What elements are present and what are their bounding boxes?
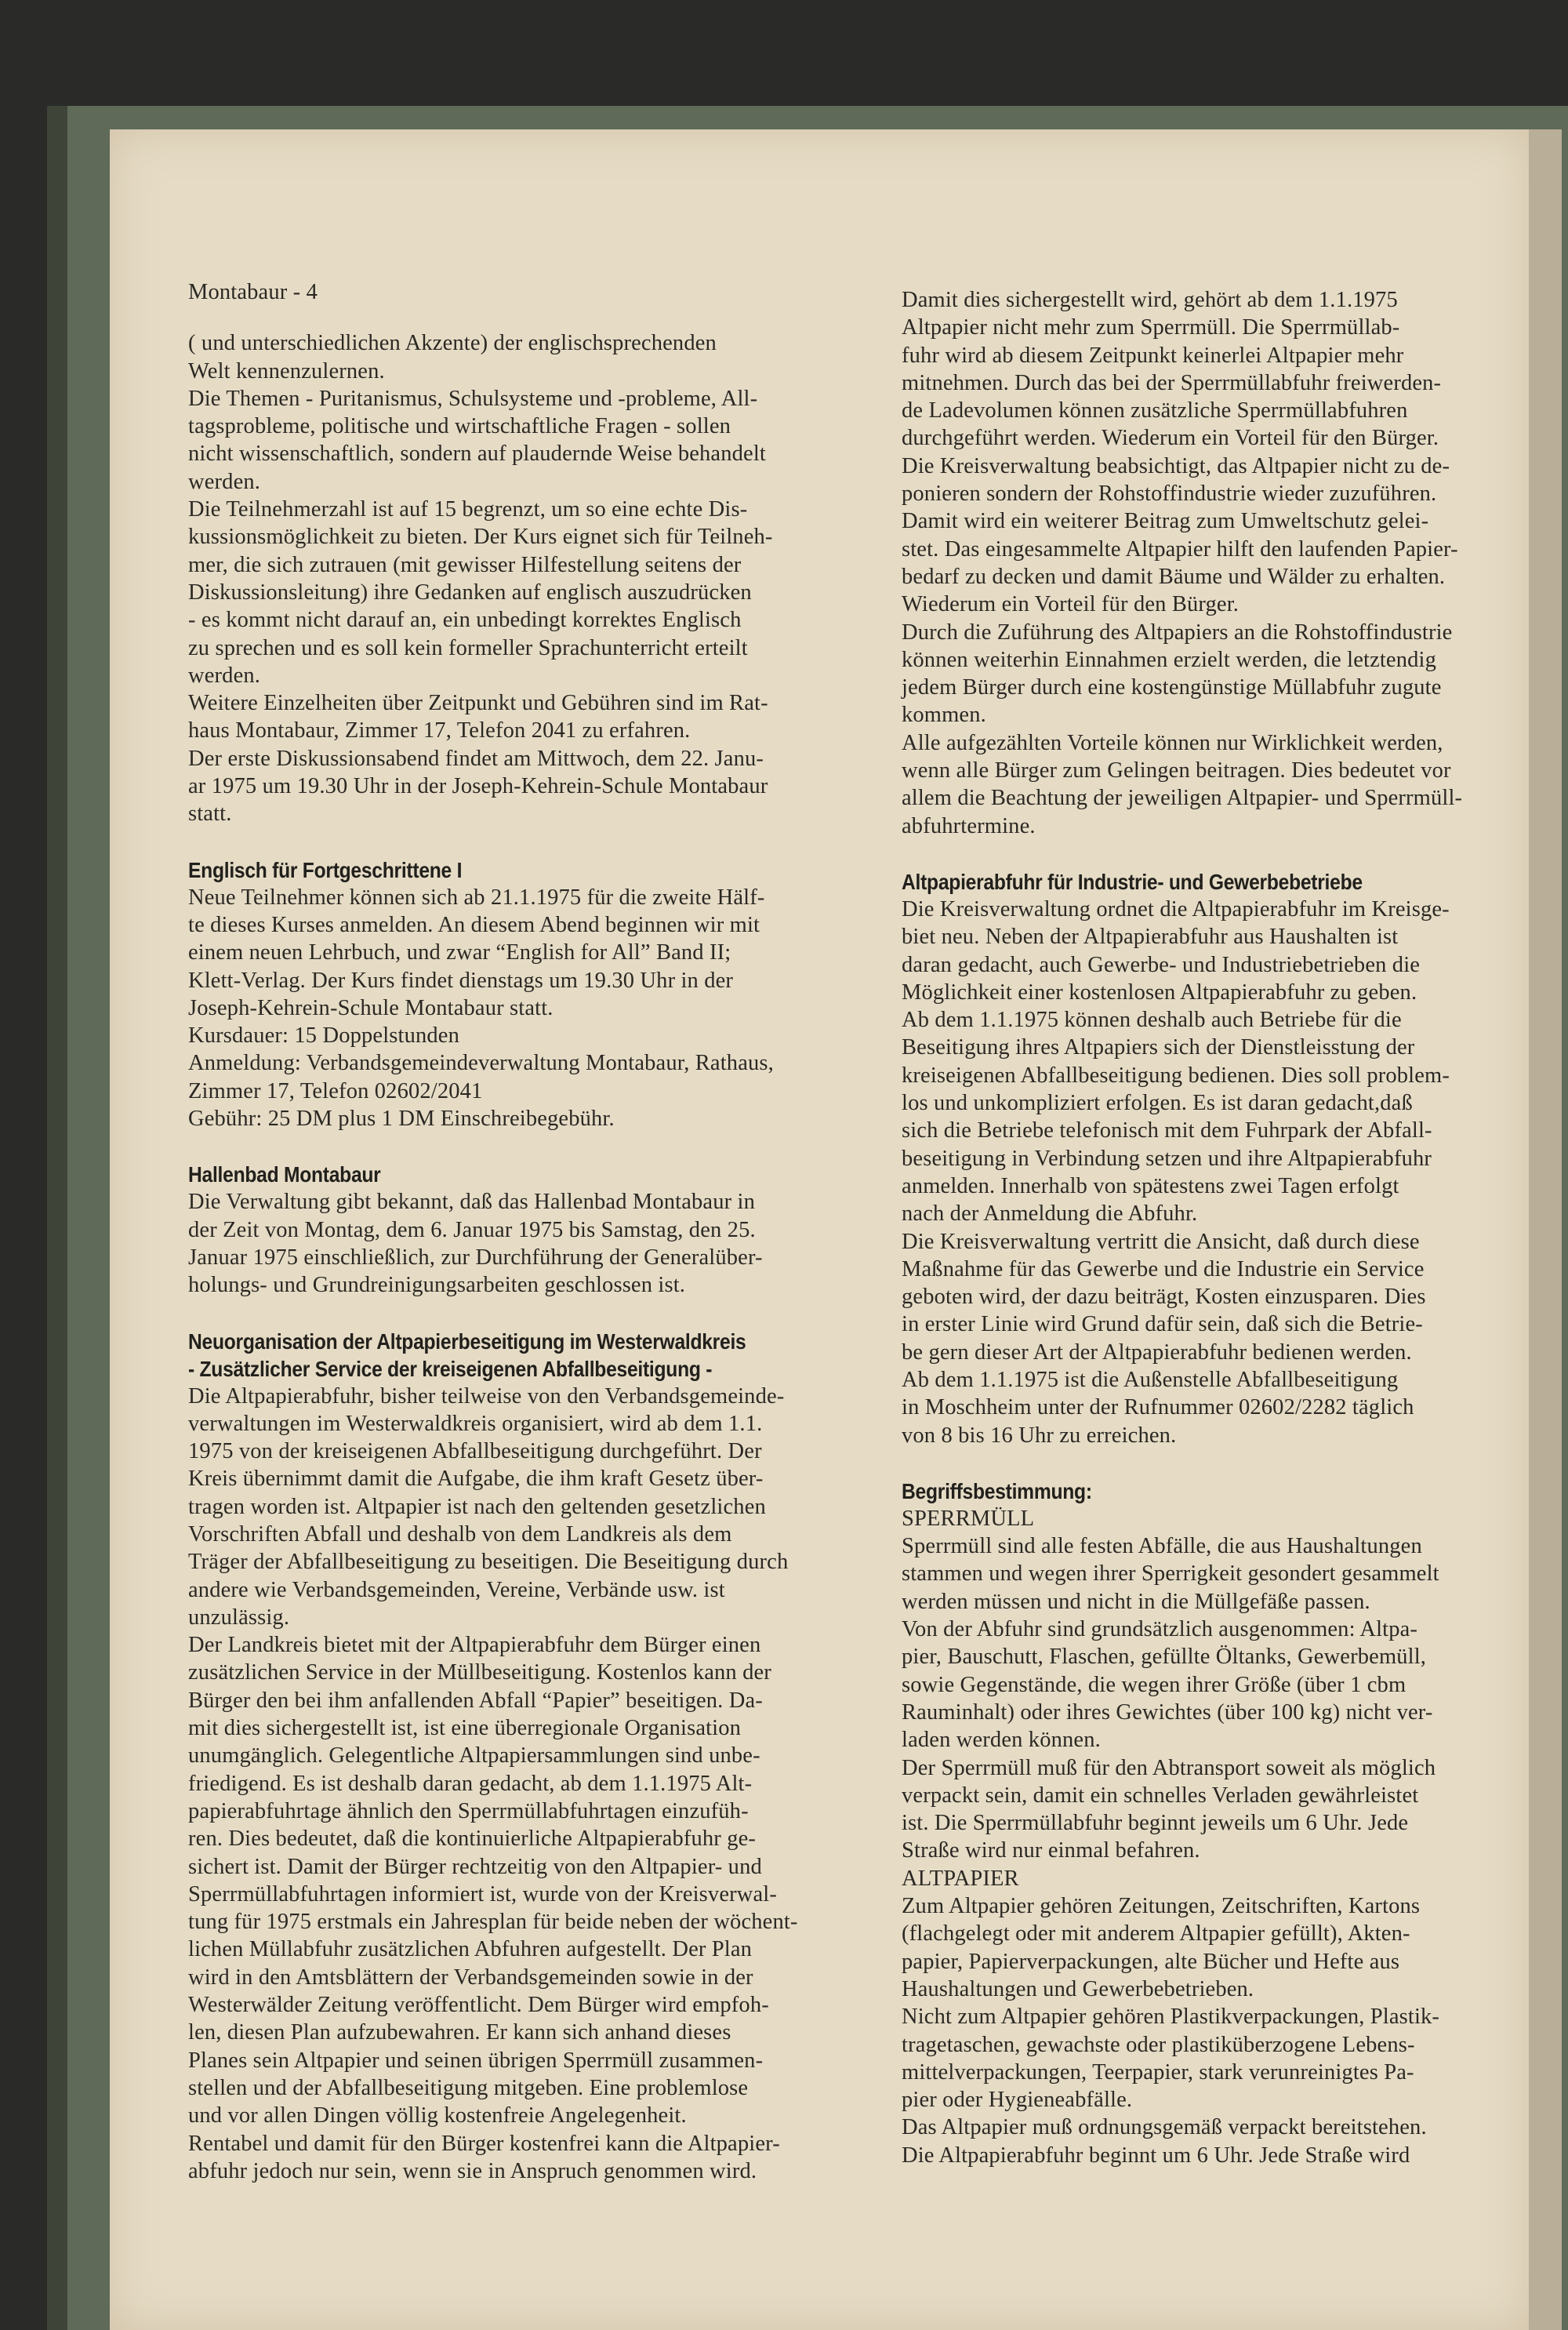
text-line: pier, Bauschutt, Flaschen, gefüllte Öltanks, Gewerbemüll,	[902, 1645, 1427, 1670]
text-line: beseitigung in Verbindung setzen und ihre Altpapierabfuhr	[902, 1146, 1432, 1171]
text-line: laden werden können.	[902, 1728, 1101, 1753]
text-line: bedarf zu decken und damit Bäume und Wälder zu erhalten.	[902, 564, 1446, 589]
text-line: Januar 1975 einschließlich, zur Durchführung der Generalüber-	[188, 1245, 763, 1270]
text-line: Anmeldung: Verbandsgemeindeverwaltung Montabaur, Rathaus,	[188, 1051, 774, 1076]
text-line: Rauminhalt) oder ihres Gewichtes (über 100 kg) nicht ver-	[902, 1699, 1433, 1725]
text-line: Die Teilnehmerzahl ist auf 15 begrenzt, um so eine echte Dis-	[188, 497, 748, 522]
text-line: stellen und der Abfallbeseitigung mitgeben. Eine problemlose	[188, 2075, 749, 2100]
text-line: Haushaltungen und Gewerbebetrieben.	[902, 1976, 1254, 2001]
text-line: und vor allen Dingen völlig kostenfreie Angelegenheit.	[188, 2103, 687, 2128]
text-line: statt.	[188, 802, 232, 827]
text-line: tragen worden ist. Altpapier ist nach den geltenden gesetzlichen	[188, 1494, 766, 1519]
text-line: verwaltungen im Westerwaldkreis organisiert, wird ab dem 1.1.	[188, 1411, 763, 1436]
section-subheading: - Zusätzlicher Service der kreiseigenen Abfallbeseitigung -	[188, 1356, 713, 1381]
text-line: verpackt sein, damit ein schnelles Verladen gewährleistet	[902, 1783, 1419, 1808]
text-line: Beseitigung ihres Altpapiers sich der Dienstleisstung der	[902, 1035, 1415, 1060]
text-line: Wiederum ein Vorteil für den Bürger.	[902, 592, 1240, 617]
text-line: ren. Dies bedeutet, daß die kontinuierliche Altpapierabfuhr ge-	[188, 1827, 757, 1852]
text-line: Von der Abfuhr sind grundsätzlich ausgenommen: Altpa-	[902, 1617, 1418, 1642]
text-line: Träger der Abfallbeseitigung zu beseitigen. Die Beseitigung durch	[188, 1550, 789, 1575]
section-heading: Hallenbad Montabaur	[188, 1162, 381, 1187]
text-line: von 8 bis 16 Uhr zu erreichen.	[902, 1423, 1177, 1448]
neuorganisation-section	[188, 1328, 839, 2186]
text-line: Kursdauer: 15 Doppelstunden	[188, 1023, 459, 1049]
text-line: Klett-Verlag. Der Kurs findet dienstags um 19.30 Uhr in der	[188, 968, 734, 993]
text-line: sowie Gegenstände, die wegen ihrer Größe (über 1 cbm	[902, 1672, 1406, 1697]
text-line: ( und unterschiedlichen Akzente) der englischsprechenden	[188, 331, 717, 356]
intro-section	[188, 329, 839, 827]
text-line: Planes sein Altpapier und seinen übrigen Sperrmüll zusammen-	[188, 2048, 764, 2073]
text-line: Möglichkeit einer kostenlosen Altpapierabfuhr zu geben.	[902, 980, 1417, 1005]
text-line: Zimmer 17, Telefon 02602/2041	[188, 1078, 483, 1103]
text-line: mer, die sich zutrauen (mit gewisser Hilfestellung seitens der	[188, 552, 742, 577]
text-line: Der erste Diskussionsabend findet am Mittwoch, dem 22. Janu-	[188, 746, 764, 771]
text-line: tagsprobleme, politische und wirtschaftliche Fragen - sollen	[188, 414, 731, 439]
text-line: werden müssen und nicht in die Müllgefäße passen.	[902, 1589, 1370, 1614]
text-line: allem die Beachtung der jeweiligen Altpapier- und Sperrmüll-	[902, 786, 1463, 811]
text-line: Ab dem 1.1.1975 können deshalb auch Betriebe für die	[902, 1008, 1402, 1033]
text-line: fuhr wird ab diesem Zeitpunkt keinerlei Altpapier mehr	[902, 343, 1404, 368]
subheading-sperrmuell: SPERRMÜLL	[902, 1506, 1035, 1531]
text-line: Gebühr: 25 DM plus 1 DM Einschreibegebühr.	[188, 1107, 615, 1132]
industrie-section	[902, 868, 1513, 1449]
text-line: mit dies sichergestellt ist, ist eine überregionale Organisation	[188, 1716, 742, 1741]
text-line: sich die Betriebe telefonisch mit dem Fuhrpark der Abfall-	[902, 1118, 1432, 1143]
text-line: wenn alle Bürger zum Gelingen beitragen. Dies bedeutet vor	[902, 758, 1451, 783]
text-line: Straße wird nur einmal befahren.	[902, 1838, 1200, 1863]
text-line: mitnehmen. Durch das bei der Sperrmüllabfuhr freiwerden-	[902, 370, 1442, 395]
text-line: holungs- und Grundreinigungsarbeiten geschlossen ist.	[188, 1273, 686, 1298]
text-line: nicht wissenschaftlich, sondern auf plaudernde Weise behandelt	[188, 442, 766, 467]
text-line: nach der Anmeldung die Abfuhr.	[902, 1201, 1198, 1227]
text-line: unzulässig.	[188, 1605, 290, 1630]
page-edge	[1529, 129, 1562, 2330]
text-line: Weitere Einzelheiten über Zeitpunkt und Gebühren sind im Rat-	[188, 691, 768, 716]
section-heading: Englisch für Fortgeschrittene I	[188, 857, 463, 882]
text-line: haus Montabaur, Zimmer 17, Telefon 2041 zu erfahren.	[188, 718, 691, 743]
text-line: Sperrmüllabfuhrtagen informiert ist, wurde von der Kreisverwal-	[188, 1881, 778, 1907]
text-line: andere wie Verbandsgemeinden, Vereine, Verbände usw. ist	[188, 1577, 725, 1602]
text-line: tragetaschen, gewachste oder plastiküberzogene Lebens-	[902, 2032, 1415, 2057]
text-line: Die Themen - Puritanismus, Schulsysteme und -probleme, All-	[188, 386, 758, 411]
text-line: Alle aufgezählten Vorteile können nur Wirklichkeit werden,	[902, 730, 1443, 755]
text-line: lichen Müllabfuhr zusätzlichen Abfuhren aufgestellt. Der Plan	[188, 1937, 753, 1962]
page-header: Montabaur - 4	[188, 280, 318, 304]
text-line: Westerwälder Zeitung veröffentlicht. Dem Bürger wird empfoh-	[188, 1993, 769, 2018]
text-line: können weiterhin Einnahmen erzielt werden, die letztendig	[902, 647, 1437, 672]
text-line: werden.	[188, 663, 261, 688]
text-line: Durch die Zuführung des Altpapiers an die Rohstoffindustrie	[902, 620, 1453, 645]
text-line: ar 1975 um 19.30 Uhr in der Joseph-Kehrein-Schule Montabaur	[188, 774, 768, 799]
text-line: friedigend. Es ist deshalb daran gedacht, ab dem 1.1.1975 Alt-	[188, 1771, 753, 1796]
text-line: abfuhrtermine.	[902, 813, 1036, 838]
text-line: papier, Papierverpackungen, alte Bücher und Hefte aus	[902, 1949, 1400, 1974]
text-line: durchgeführt werden. Wiederum ein Vorteil für den Bürger.	[902, 426, 1439, 451]
text-line: Joseph-Kehrein-Schule Montabaur statt.	[188, 995, 554, 1020]
text-line: abfuhr jedoch nur sein, wenn sie in Anspruch genommen wird.	[188, 2158, 757, 2183]
subheading-altpapier: ALTPAPIER	[902, 1866, 1019, 1891]
text-line: Sperrmüll sind alle festen Abfälle, die aus Haushaltungen	[902, 1534, 1422, 1559]
continuation-section	[902, 286, 1513, 840]
englisch-section	[188, 856, 839, 1133]
text-line: be gern dieser Art der Altpapierabfuhr bedienen werden.	[902, 1339, 1412, 1365]
text-line: mittelverpackungen, Teerpapier, stark verunreinigtes Pa-	[902, 2059, 1414, 2085]
text-line: Neue Teilnehmer können sich ab 21.1.1975 für die zweite Hälf-	[188, 885, 765, 910]
text-line: len, diesen Plan aufzubewahren. Er kann sich anhand dieses	[188, 2020, 731, 2045]
text-line: papierabfuhrtage ähnlich den Sperrmüllabfuhrtagen einzufüh-	[188, 1798, 749, 1823]
text-line: Rentabel und damit für den Bürger kostenfrei kann die Altpapier-	[188, 2131, 780, 2156]
text-line: de Ladevolumen können zusätzliche Sperrmüllabfuhren	[902, 398, 1408, 423]
hallenbad-section	[188, 1161, 839, 1299]
text-line: (flachgelegt oder mit anderem Altpapier gefüllt), Akten-	[902, 1921, 1410, 1947]
text-line: Altpapier nicht mehr zum Sperrmüll. Die Sperrmüllab-	[902, 315, 1400, 340]
text-line: Zum Altpapier gehören Zeitungen, Zeitschriften, Kartons	[902, 1894, 1421, 1919]
left-column	[188, 278, 839, 2185]
text-line: ist. Die Sperrmüllabfuhr beginnt jeweils um 6 Uhr. Jede	[902, 1811, 1409, 1836]
text-line: Ab dem 1.1.1975 ist die Außenstelle Abfallbeseitigung	[902, 1367, 1399, 1392]
text-line: zusätzlichen Service in der Müllbeseitigung. Kostenlos kann der	[188, 1660, 771, 1685]
text-line: kreiseigenen Abfallbeseitigung bedienen. Dies soll problem-	[902, 1063, 1450, 1088]
text-line: Der Landkreis bietet mit der Altpapierabfuhr dem Bürger einen	[188, 1633, 761, 1658]
text-line: daran gedacht, auch Gewerbe- und Industriebetrieben die	[902, 952, 1421, 977]
binder-spine	[47, 106, 67, 2330]
section-heading: Altpapierabfuhr für Industrie- und Gewerbebetriebe	[902, 869, 1363, 894]
text-line: werden.	[188, 469, 261, 494]
begriffsbestimmung-section	[902, 1478, 1513, 2169]
text-line: in Moschheim unter der Rufnummer 02602/2282 täglich	[902, 1395, 1414, 1420]
text-line: der Zeit von Montag, dem 6. Januar 1975 bis Samstag, den 25.	[188, 1217, 756, 1242]
text-line: geboten wird, der dazu beiträgt, Kosten einzusparen. Dies	[902, 1285, 1426, 1310]
text-line: ponieren sondern der Rohstoffindustrie wieder zuzuführen.	[902, 482, 1437, 507]
text-line: stet. Das eingesammelte Altpapier hilft den laufenden Papier-	[902, 536, 1458, 562]
text-line: kussionsmöglichkeit zu bieten. Der Kurs eignet sich für Teilneh-	[188, 525, 773, 550]
text-line: Das Altpapier muß ordnungsgemäß verpackt bereitstehen.	[902, 2115, 1427, 2140]
right-column	[902, 286, 1513, 2169]
text-line: sichert ist. Damit der Bürger rechtzeitig von den Altpapier- und	[188, 1854, 762, 1879]
text-line: Die Kreisverwaltung vertritt die Ansicht, daß durch diese	[902, 1229, 1420, 1254]
text-line: Die Kreisverwaltung beabsichtigt, das Altpapier nicht zu de-	[902, 453, 1450, 478]
text-line: Die Verwaltung gibt bekannt, daß das Hallenbad Montabaur in	[188, 1190, 756, 1215]
text-line: einem neuen Lehrbuch, und zwar “English for All” Band II;	[188, 940, 731, 965]
text-line: tung für 1975 erstmals ein Jahresplan für beide neben der wöchent-	[188, 1910, 798, 1935]
text-line: Nicht zum Altpapier gehören Plastikverpackungen, Plastik-	[902, 2005, 1440, 2030]
text-line: Die Altpapierabfuhr, bisher teilweise von den Verbandsgemeinde-	[188, 1383, 785, 1409]
text-line: - es kommt nicht darauf an, ein unbedingt korrektes Englisch	[188, 608, 742, 633]
text-line: Welt kennenzulernen.	[188, 358, 385, 383]
text-line: Damit dies sichergestellt wird, gehört ab dem 1.1.1975	[902, 288, 1398, 312]
text-line: kommen.	[902, 703, 986, 728]
text-line: Vorschriften Abfall und deshalb von dem Landkreis als dem	[188, 1521, 732, 1547]
text-line: jedem Bürger durch eine kostengünstige Müllabfuhr zugute	[902, 675, 1442, 700]
text-line: zu sprechen und es soll kein formeller Sprachunterricht erteilt	[188, 635, 748, 660]
text-line: Die Altpapierabfuhr beginnt um 6 Uhr. Jede Straße wird	[902, 2143, 1410, 2168]
text-line: Diskussionsleitung) ihre Gedanken auf englisch auszudrücken	[188, 580, 752, 605]
text-line: stammen und wegen ihrer Sperrigkeit gesondert gesammelt	[902, 1561, 1439, 1587]
text-line: Bürger den bei ihm anfallenden Abfall “Papier” beseitigen. Da-	[188, 1688, 763, 1713]
section-heading: Neuorganisation der Altpapierbeseitigung im Westerwaldkreis	[188, 1329, 746, 1354]
text-line: Der Sperrmüll muß für den Abtransport soweit als möglich	[902, 1755, 1436, 1780]
text-line: los und unkompliziert erfolgen. Es ist daran gedacht,daß	[902, 1091, 1413, 1116]
text-line: Kreis übernimmt damit die Aufgabe, die ihm kraft Gesetz über-	[188, 1467, 764, 1492]
text-line: Damit wird ein weiterer Beitrag zum Umweltschutz gelei-	[902, 509, 1429, 534]
text-line: biet neu. Neben der Altpapierabfuhr aus Haushalten ist	[902, 925, 1399, 950]
text-line: pier oder Hygieneabfälle.	[902, 2088, 1133, 2113]
text-line: wird in den Amtsblättern der Verbandsgemeinden sowie in der	[188, 1965, 753, 1990]
text-line: unumgänglich. Gelegentliche Altpapiersammlungen sind unbe-	[188, 1743, 760, 1768]
text-line: in erster Linie wird Grund dafür sein, daß sich die Betrie-	[902, 1312, 1423, 1337]
text-line: anmelden. Innerhalb von spätestens zwei Tagen erfolgt	[902, 1173, 1399, 1198]
text-line: Die Kreisverwaltung ordnet die Altpapierabfuhr im Kreisge-	[902, 896, 1450, 921]
text-line: Maßnahme für das Gewerbe und die Industrie ein Service	[902, 1256, 1425, 1281]
text-line: 1975 von der kreiseigenen Abfallbeseitigung durchgeführt. Der	[188, 1439, 762, 1464]
section-heading: Begriffsbestimmung:	[902, 1478, 1092, 1503]
text-line: te dieses Kurses anmelden. An diesem Abend beginnen wir mit	[188, 912, 760, 937]
